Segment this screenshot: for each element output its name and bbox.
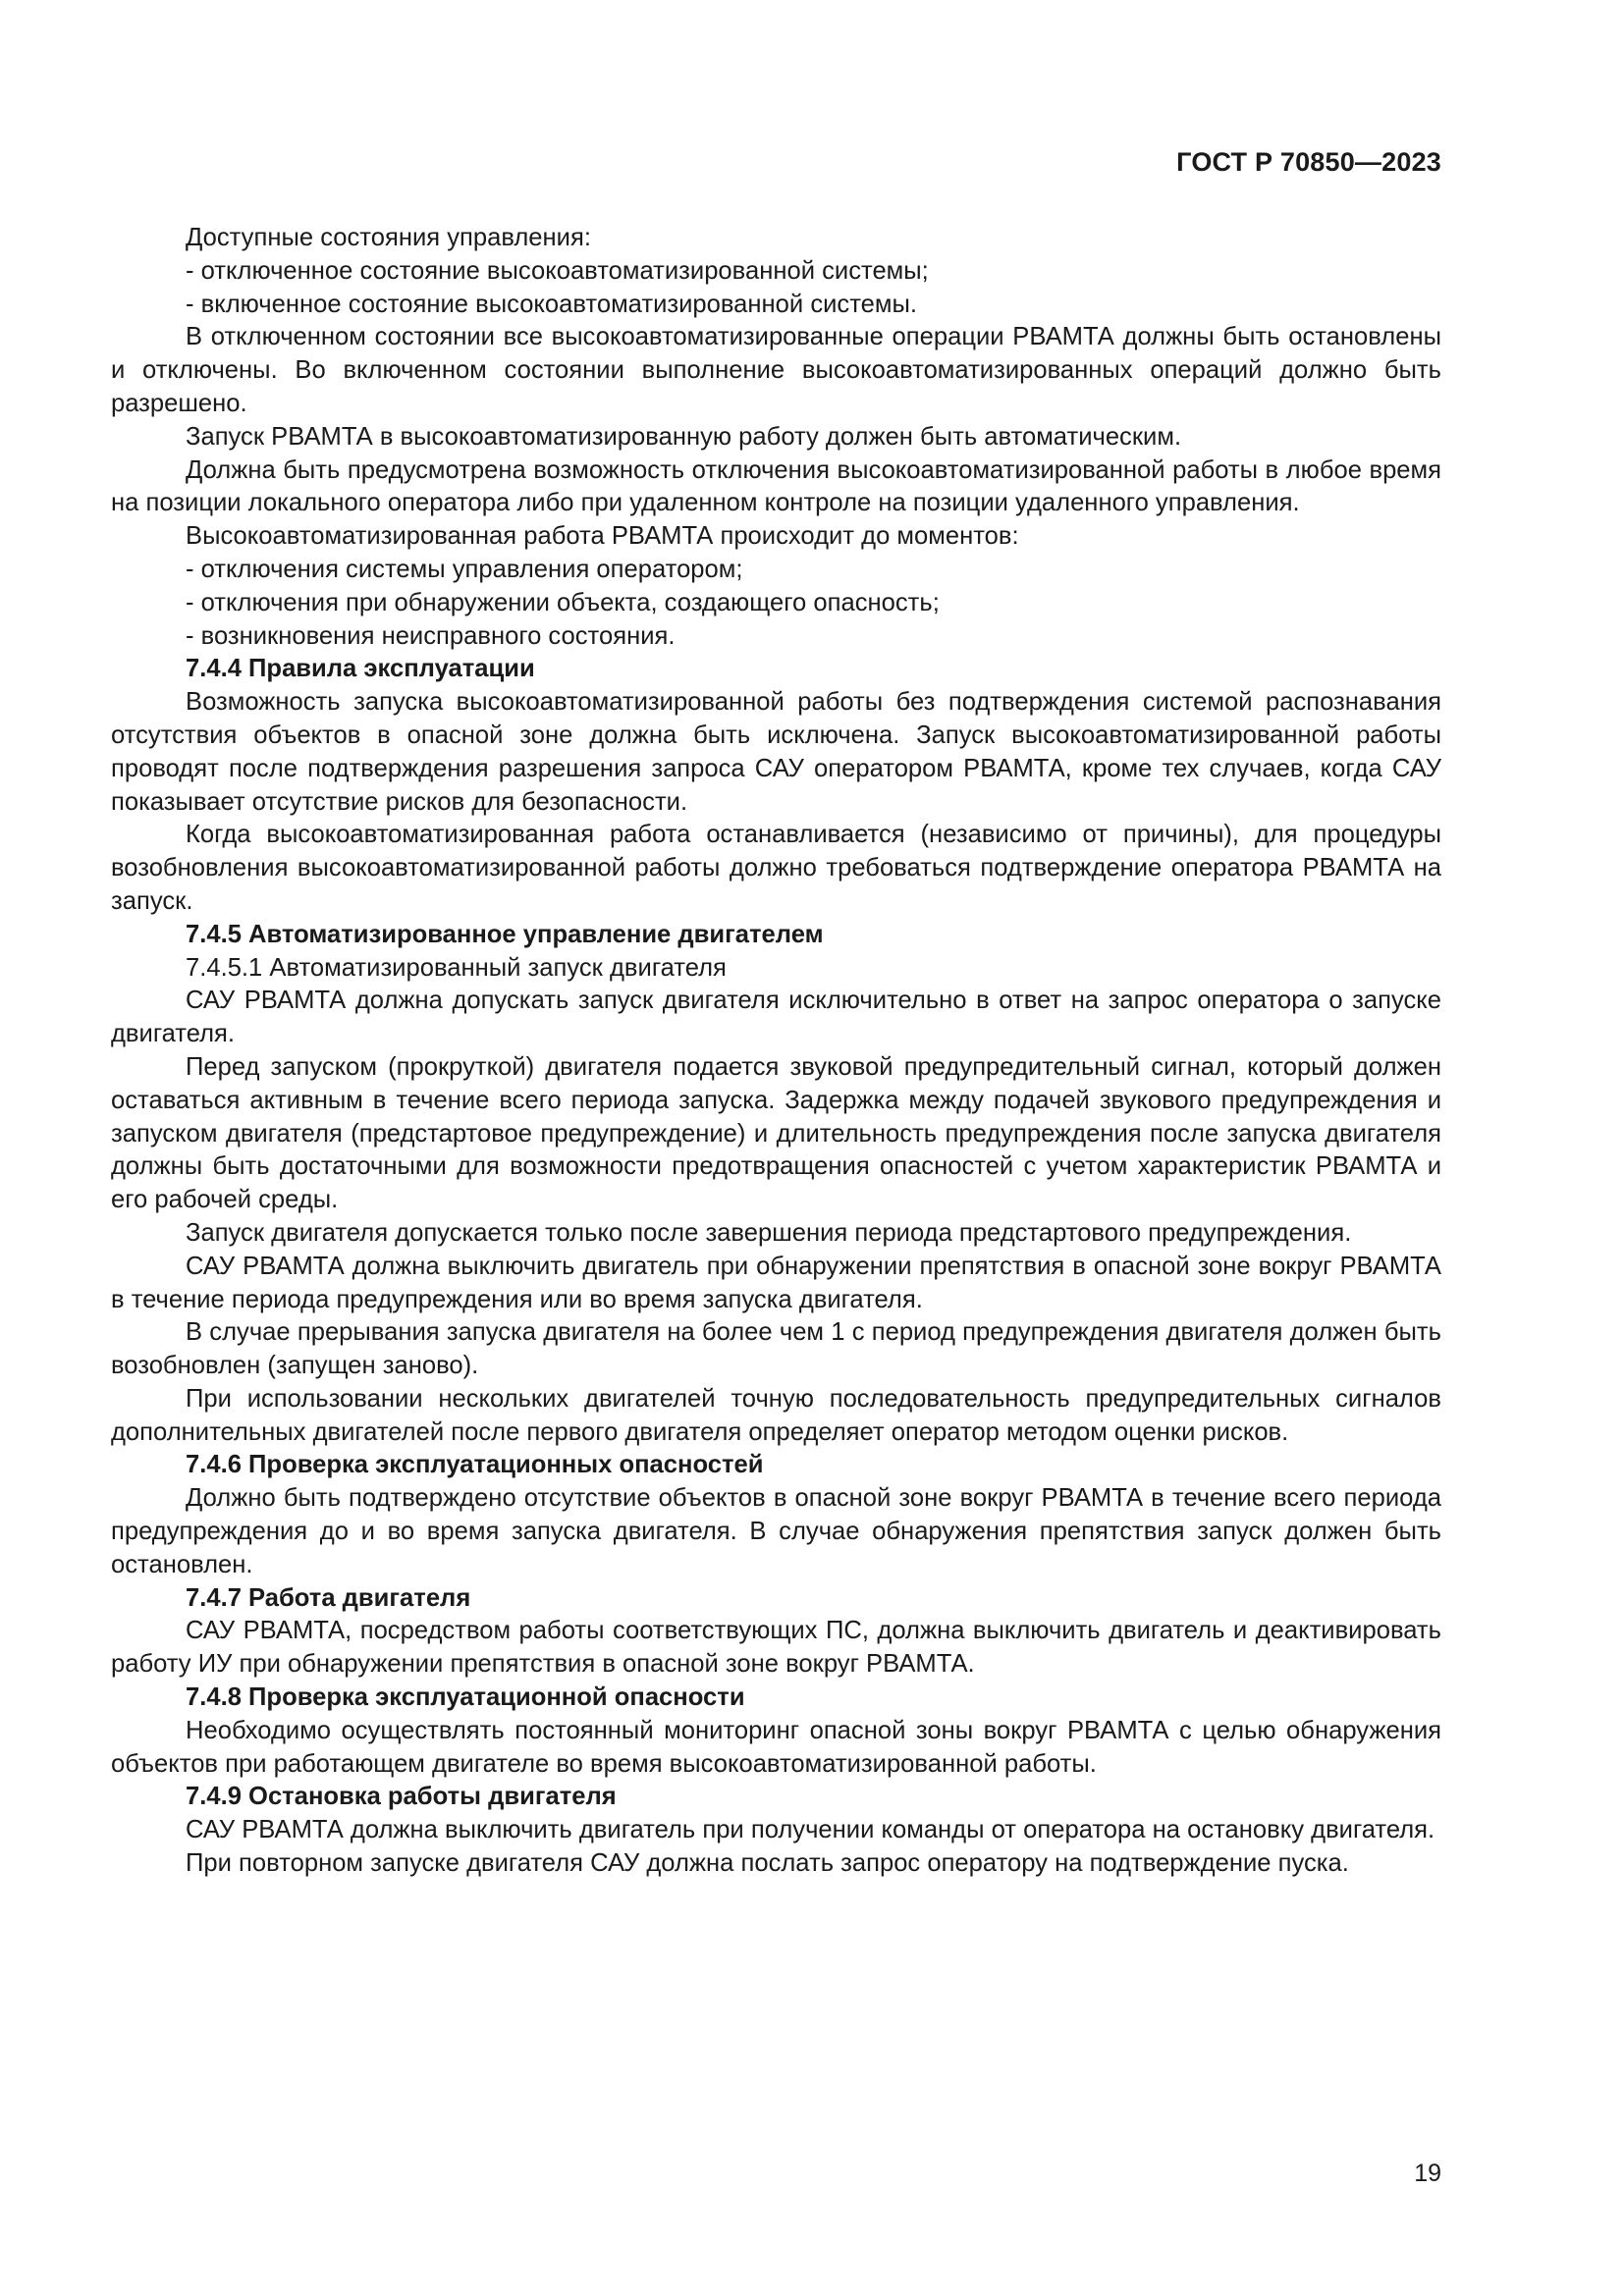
- paragraph: В отключенном состоянии все высокоавтоматизированные операции РВАМТА должны быть остановлены и отключены. Во включенном состоянии выполнение высокоавтоматизированных операций должно быть разрешено.: [111, 323, 1441, 417]
- list-item: - возникновения неисправного состояния.: [186, 621, 676, 650]
- paragraph: При использовании нескольких двигателей точную последовательность предупредительных сигналов дополнительных двигателей после первого двигателя определяет оператор методом оценки рисков.: [111, 1384, 1441, 1446]
- section-heading: 7.4.9 Остановка работы двигателя: [186, 1783, 617, 1811]
- paragraph: Доступные состояния управления:: [186, 224, 591, 251]
- paragraph: В случае прерывания запуска двигателя на более чем 1 с период предупреждения двигателя должен быть возобновлен (запущен заново).: [111, 1318, 1441, 1380]
- paragraph: САУ РВАМТА должна выключить двигатель при получении команды от оператора на остановку двигателя.: [186, 1816, 1435, 1844]
- paragraph: САУ РВАМТА должна выключить двигатель при обнаружении препятствия в опасной зоне вокруг РВАМТА в течение периода предупреждения или во время запуска двигателя.: [111, 1252, 1441, 1313]
- paragraph: Запуск РВАМТА в высокоавтоматизированную работу должен быть автоматическим.: [186, 422, 1182, 451]
- list-item: - включенное состояние высокоавтоматизированной системы.: [186, 290, 917, 318]
- paragraph: Должно быть подтверждено отсутствие объектов в опасной зоне вокруг РВАМТА в течение всего периода предупреждения до и во время запуска двигателя. В случае обнаружения препятствия запуск должен быть остановлен.: [111, 1484, 1441, 1578]
- subsection-heading: 7.4.5.1 Автоматизированный запуск двигателя: [186, 953, 727, 982]
- list-item: - отключения при обнаружении объекта, создающего опасность;: [186, 588, 940, 616]
- section-heading: 7.4.5 Автоматизированное управление двигателем: [186, 920, 824, 948]
- paragraph: Запуск двигателя допускается только после завершения периода предстартового предупреждения.: [186, 1218, 1352, 1247]
- paragraph: Должна быть предусмотрена возможность отключения высокоавтоматизированной работы в любое время на позиции локального оператора либо при удаленном контроле на позиции удаленного управления.: [111, 455, 1441, 517]
- paragraph: САУ РВАМТА, посредством работы соответствующих ПС, должна выключить двигатель и деактивировать работу ИУ при обнаружении препятствия в опасной зоне вокруг РВАМТА.: [111, 1617, 1441, 1679]
- document-body: [111, 222, 1441, 1881]
- paragraph: Возможность запуска высокоавтоматизированной работы без подтверждения системой распознавания отсутствия объектов в опасной зоне должна быть исключена. Запуск высокоавтоматизированной работы проводят после подтверждения разрешения запроса САУ оператором РВАМТА, кроме тех случаев, когда САУ показывает отсутствие рисков для безопасности.: [111, 688, 1441, 816]
- section-heading: 7.4.4 Правила эксплуатации: [186, 655, 535, 683]
- paragraph: Когда высокоавтоматизированная работа останавливается (независимо от причины), для процедуры возобновления высокоавтоматизированной работы должно требоваться подтверждение оператора РВАМТА на запуск.: [111, 821, 1441, 915]
- page-number: 19: [1414, 2160, 1441, 2187]
- section-heading: 7.4.6 Проверка эксплуатационных опасностей: [186, 1451, 764, 1479]
- paragraph: САУ РВАМТА должна допускать запуск двигателя исключительно в ответ на запрос оператора о запуске двигателя.: [111, 987, 1441, 1048]
- paragraph: Перед запуском (прокруткой) двигателя подается звуковой предупредительный сигнал, который должен оставаться активным в течение всего периода запуска. Задержка между подачей звукового предупреждения и запуском двигателя (предстартовое предупреждение) и длительность предупреждения после запуска двигателя должны быть достаточными для возможности предотвращения опасностей с учетом характеристик РВАМТА и его рабочей среды.: [111, 1052, 1441, 1214]
- document-code: ГОСТ Р 70850—2023: [1176, 147, 1441, 177]
- paragraph: При повторном запуске двигателя САУ должна послать запрос оператору на подтверждение пуска.: [186, 1849, 1349, 1878]
- paragraph: Необходимо осуществлять постоянный мониторинг опасной зоны вокруг РВАМТА с целью обнаружения объектов при работающем двигателе во время высокоавтоматизированной работы.: [111, 1716, 1441, 1778]
- section-heading: 7.4.8 Проверка эксплуатационной опасности: [186, 1683, 745, 1712]
- section-heading: 7.4.7 Работа двигателя: [186, 1583, 471, 1612]
- list-item: - отключенное состояние высокоавтоматизированной системы;: [186, 256, 929, 285]
- list-item: - отключения системы управления оператором;: [186, 555, 743, 583]
- paragraph: Высокоавтоматизированная работа РВАМТА происходит до моментов:: [186, 522, 1019, 551]
